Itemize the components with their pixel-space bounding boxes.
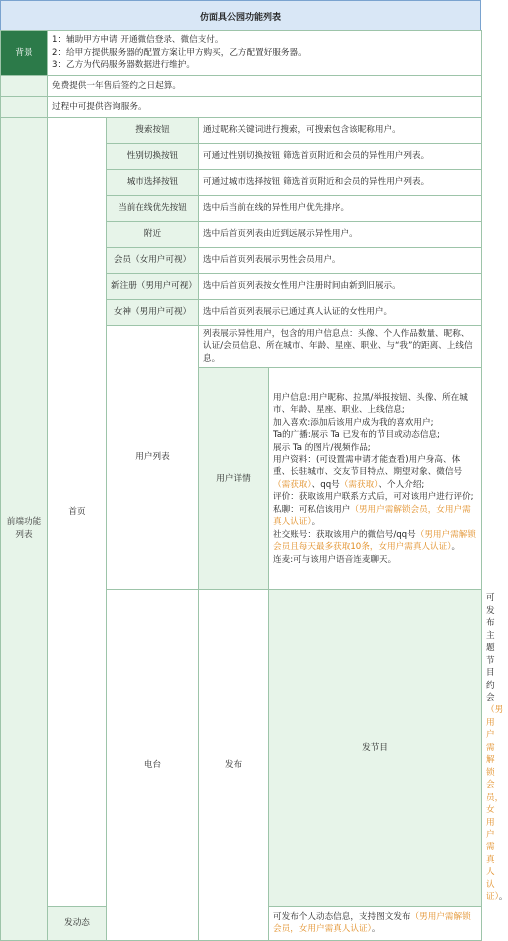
detail-note: （男用户需解锁会员，女用户需真人认证） <box>486 705 504 903</box>
note-row <box>1 97 482 118</box>
radio-item-name: 发动态 <box>48 906 107 940</box>
background-row <box>1 31 482 76</box>
background-item: 2：给甲方提供服务器的配置方案让甲方购买，乙方配置好服务器。 <box>52 47 307 58</box>
detail-line: 用户信息:用户昵称、拉黑/举报按钮、头像、所在城市、年龄、星座、职业、上线信息; <box>273 392 468 416</box>
note-row-spacer <box>1 76 48 97</box>
detail-note: （男用户需解锁会员且每天最多获取10条，女用户需真人认证） <box>273 529 476 553</box>
note-row-spacer <box>1 97 48 118</box>
home-label: 首页 <box>48 118 107 907</box>
background-item: 1：辅助甲方申请 开通微信登录、微信支付。 <box>52 35 224 46</box>
feature-name: 附近 <box>107 222 199 248</box>
user-list-label: 用户列表 <box>107 326 199 590</box>
detail-text: 。 <box>451 542 461 553</box>
radio-item-name: 发节目 <box>269 590 482 906</box>
user-detail-label: 用户详情 <box>199 368 269 590</box>
feature-desc: 选中后首页列表按女性用户注册时间由新到旧展示。 <box>199 274 482 300</box>
note-row <box>1 76 482 97</box>
background-item: 3：乙方为代码服务器数据进行维护。 <box>52 60 195 71</box>
background-content <box>48 31 482 76</box>
feature-desc: 可通过城市选择按钮 筛选首页附近和会员的异性用户列表。 <box>199 170 482 196</box>
user-detail-content <box>269 368 482 590</box>
feature-row <box>1 118 482 144</box>
radio-label: 电台 <box>107 590 199 940</box>
detail-text: 。 <box>371 924 381 935</box>
detail-social <box>273 529 477 554</box>
note-text: 过程中可提供咨询服务。 <box>48 97 482 118</box>
detail-note: （需获取） <box>273 479 312 490</box>
feature-desc: 可通过性别切换按钮 筛选首页附近和会员的异性用户列表。 <box>199 144 482 170</box>
detail-text: 。 <box>498 892 508 903</box>
doc-title: 仿面具公园功能列表 <box>0 0 481 32</box>
feature-desc: 选中后首页列表展示已通过真人认证的女性用户。 <box>199 300 482 326</box>
detail-note: （男用户需解锁会员，女用户需真人认证） <box>273 504 471 528</box>
detail-text: 可发布个人动态信息，支持图文发布 <box>273 911 411 922</box>
feature-name: 城市选择按钮 <box>107 170 199 196</box>
radio-publish-label: 发布 <box>199 590 269 940</box>
detail-line: 评价：获取该用户联系方式后，可对该用户进行评价; <box>273 492 474 503</box>
detail-text: 私聊：可私信该用户 <box>273 504 351 515</box>
detail-line: 展示 Ta 的图片/视频作品; <box>273 442 371 453</box>
detail-chat <box>273 504 477 529</box>
feature-desc: 通过昵称关键词进行搜索，可搜索包含该昵称用户。 <box>199 118 482 144</box>
detail-line: 连麦:可与该用户语音连麦聊天。 <box>273 554 397 565</box>
section-front-label: 前端功能列表 <box>1 118 48 941</box>
feature-desc: 选中后当前在线的异性用户优先排序。 <box>199 196 482 222</box>
feature-name: 搜索按钮 <box>107 118 199 144</box>
feature-name: 性别切换按钮 <box>107 144 199 170</box>
user-list-desc: 列表展示异性用户，包含的用户信息点：头像、个人作品数量、昵称、认证/会员信息、所在城市、年龄、星座、职业、与“我”的距离、上线信息。 <box>199 326 482 368</box>
feature-desc: 选中后首页列表展示男性会员用户。 <box>199 248 482 274</box>
detail-text: 社交账号：获取该用户的微信号/qq号 <box>273 529 416 540</box>
background-label: 背景 <box>1 31 48 76</box>
detail-note: （需获取） <box>339 479 379 490</box>
detail-note: （男用户需解锁会员，女用户需真人认证） <box>273 911 471 935</box>
note-text: 免费提供一年售后签约之日起算。 <box>48 76 482 97</box>
feature-table <box>0 30 508 941</box>
detail-line: Ta的广播:展示 Ta 已发布的节目或动态信息; <box>273 430 440 441</box>
detail-line: 加入喜欢:添加后该用户成为我的喜欢用户; <box>273 417 434 428</box>
feature-name: 会员（女用户可视） <box>107 248 199 274</box>
feature-name: 女神（男用户可视） <box>107 300 199 326</box>
feature-name: 新注册（男用户可视） <box>107 274 199 300</box>
detail-profile <box>273 454 477 491</box>
detail-text: 、qq号 <box>311 479 340 490</box>
detail-text: 、个人介绍; <box>378 479 425 490</box>
feature-name: 当前在线优先按钮 <box>107 196 199 222</box>
detail-text: 用户资料：(可设置需申请才能查看)用户身高、体重、长驻城市、交友节目特点、期望对象、微信号 <box>273 454 463 478</box>
detail-text: 。 <box>311 517 321 528</box>
feature-desc: 选中后首页列表由近到远展示异性用户。 <box>199 222 482 248</box>
detail-text: 可发布主题节目约会 <box>486 593 495 703</box>
radio-item-desc <box>269 906 482 940</box>
